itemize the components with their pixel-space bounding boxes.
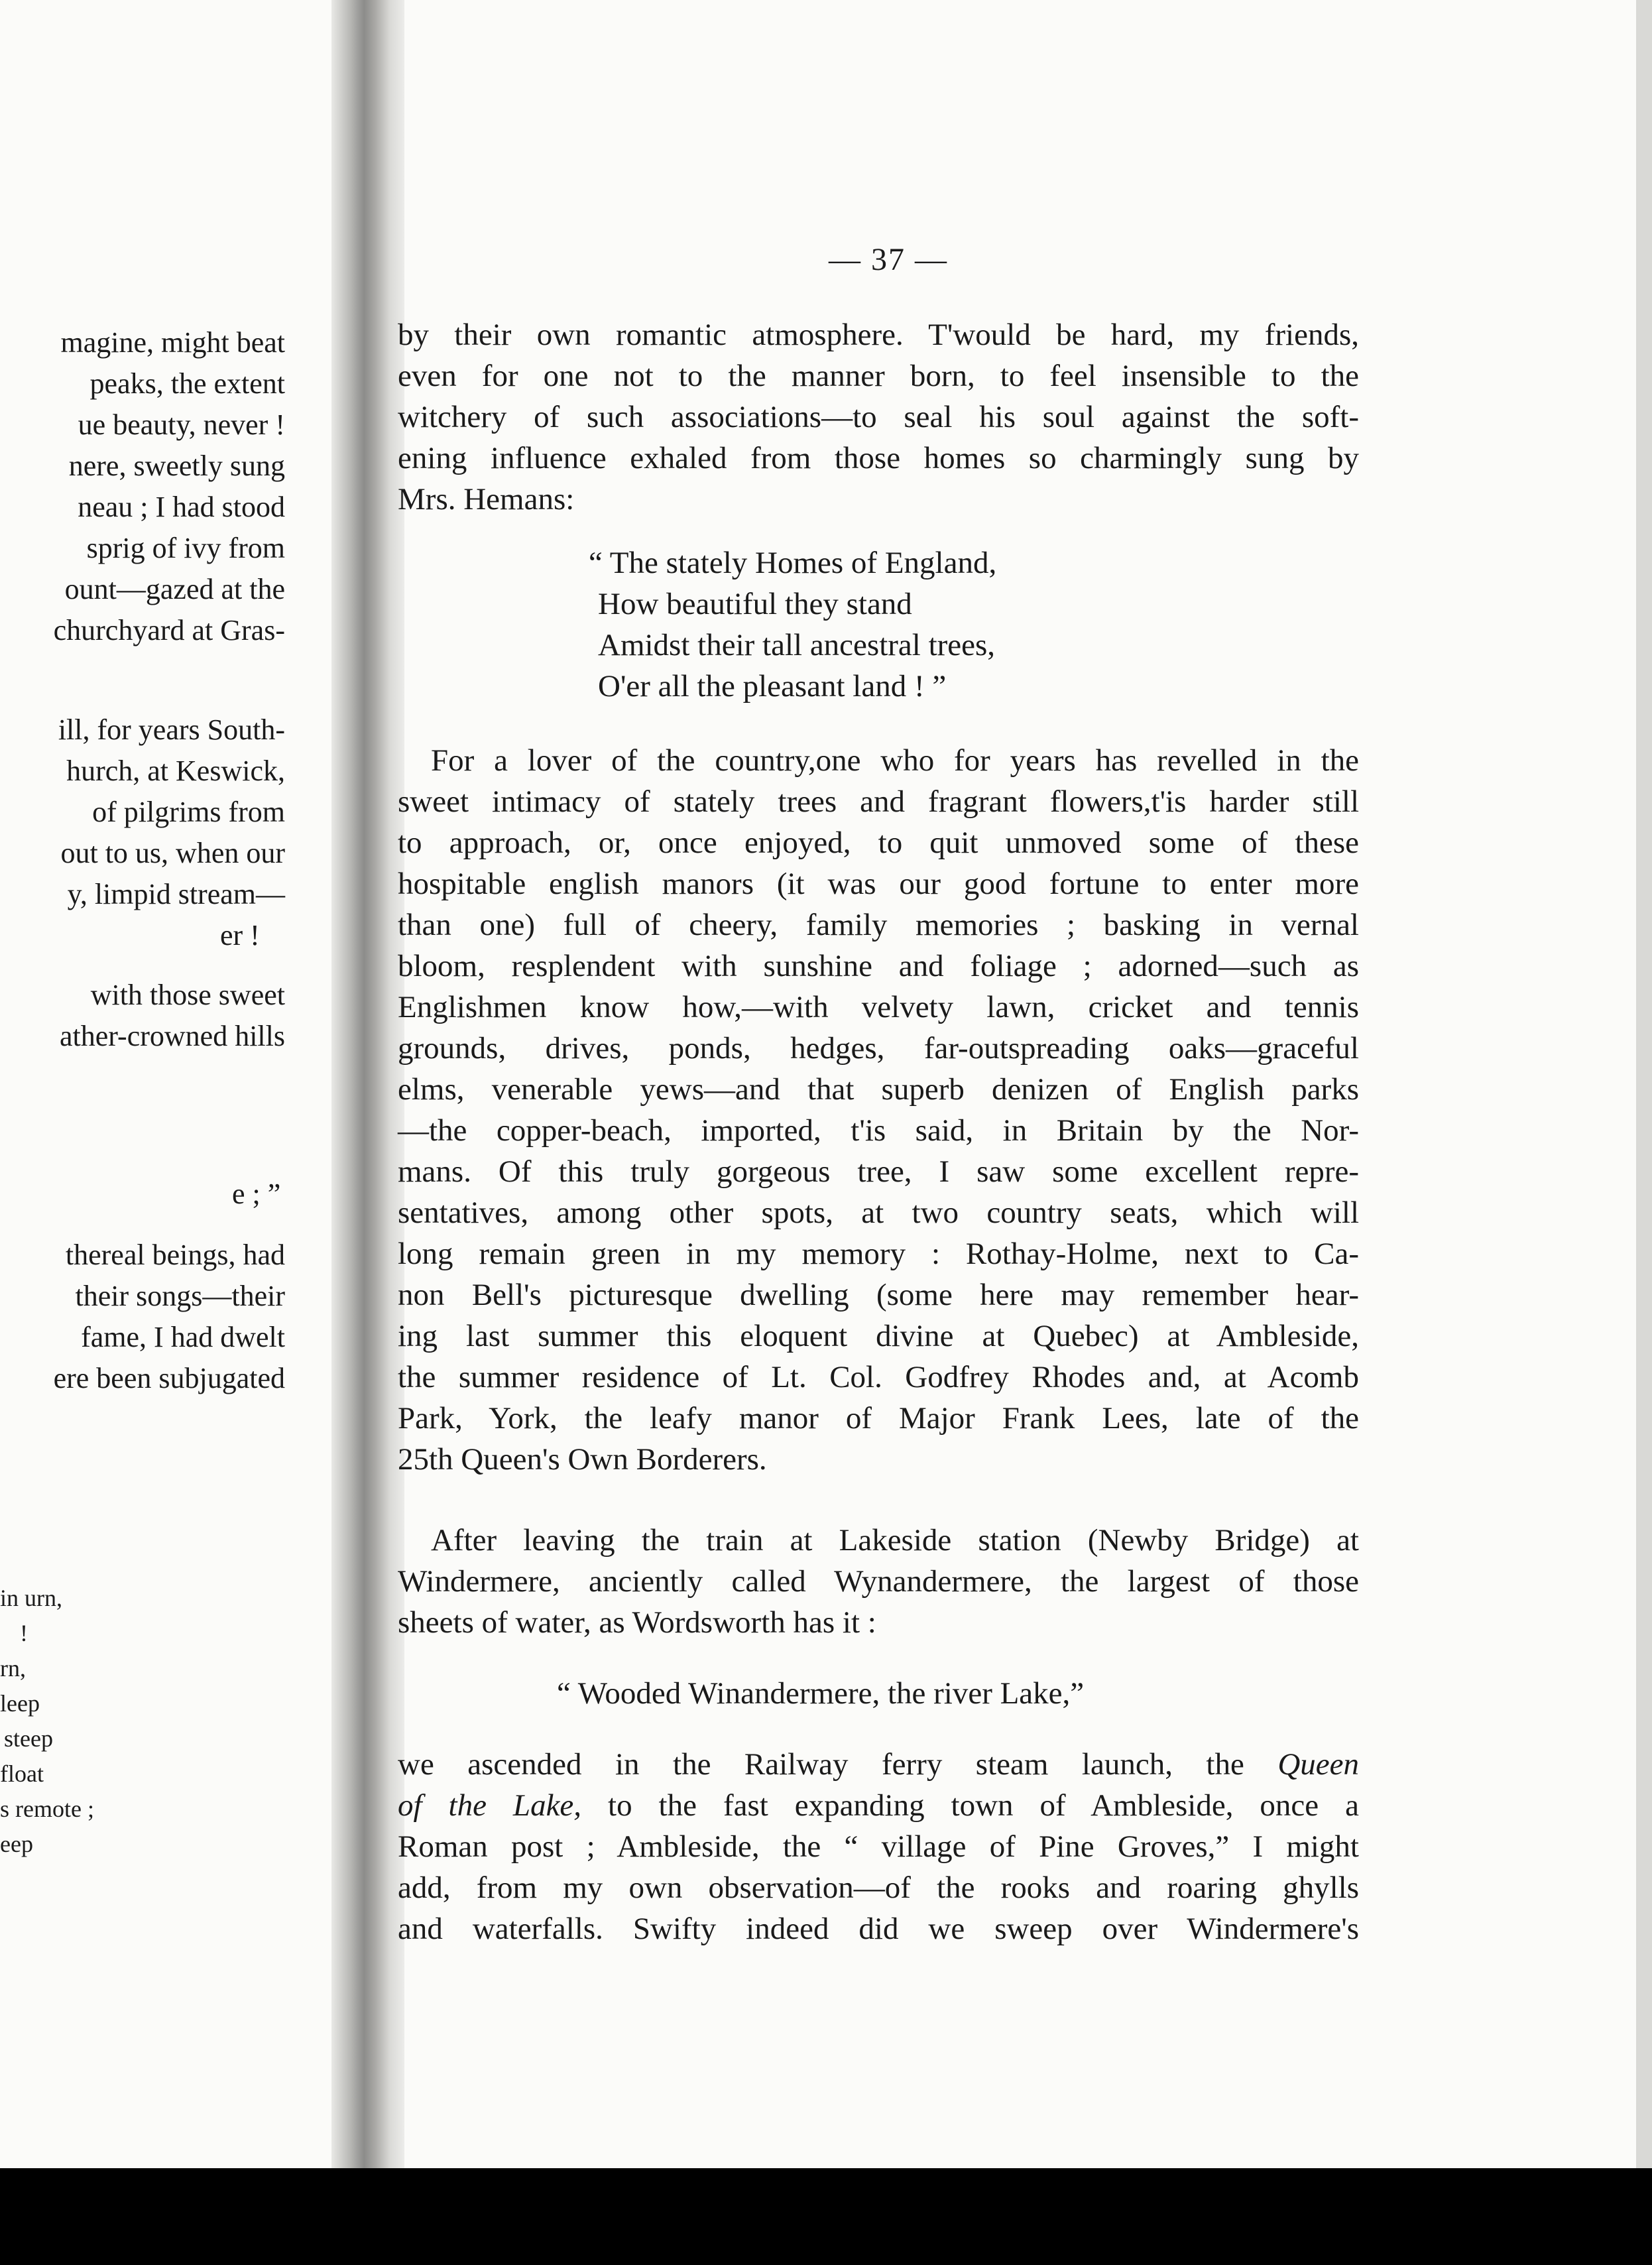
previous-page-text — [0, 322, 285, 1399]
text-line: elms, venerable yews—and that superb denizen of English parks — [398, 1072, 1359, 1107]
text-line: of pilgrims from — [92, 796, 285, 828]
paragraph-3 — [398, 1520, 1359, 1643]
ship-name: of the Lake, — [398, 1788, 582, 1823]
text-line: Englishmen know how,—with velvety lawn, cricket and tennis — [398, 990, 1359, 1024]
page-edge — [1636, 0, 1652, 2168]
verse-line: leep — [0, 1690, 40, 1717]
verse-block — [398, 542, 1359, 707]
text-line: long remain green in my memory : Rothay-Holme, next to Ca- — [398, 1237, 1359, 1271]
text-line: Roman post ; Ambleside, the “ village of Pine Groves,” I might — [398, 1829, 1359, 1864]
text-line: er ! — [220, 919, 260, 951]
page-body — [398, 314, 1359, 1949]
text-line: sentatives, among other spots, at two country seats, which will — [398, 1195, 1359, 1230]
verse-line: How beautiful they stand — [598, 587, 912, 621]
text-line: witchery of such associations—to seal his soul against the soft- — [398, 400, 1359, 434]
text-line: and waterfalls. Swifty indeed did we sweep over Windermere's — [398, 1912, 1359, 1946]
text-line: ount—gazed at the — [64, 573, 285, 605]
verse-line: in urn, — [0, 1585, 62, 1611]
text-line: hurch, at Keswick, — [66, 755, 285, 787]
text-line: Windermere, anciently called Wynandermere, the largest of those — [398, 1564, 1359, 1599]
previous-page-verse — [0, 1581, 133, 1862]
text-line: by their own romantic atmosphere. T'would be hard, my friends, — [398, 318, 1359, 352]
text-line: sheets of water, as Wordsworth has it : — [398, 1605, 876, 1640]
text-line: sprig of ivy from — [86, 532, 285, 564]
verse-line: rn, — [0, 1655, 26, 1682]
verse-line: Amidst their tall ancestral trees, — [598, 628, 996, 662]
text-line: Park, York, the leafy manor of Major Frank Lees, late of the — [398, 1401, 1359, 1436]
verse-line: float — [0, 1760, 44, 1787]
verse-line: steep — [4, 1725, 53, 1752]
text-line — [398, 1785, 1359, 1826]
text-line: ather-crowned hills — [60, 1020, 285, 1052]
text-line: the summer residence of Lt. Col. Godfrey Rhodes and, at Acomb — [398, 1360, 1359, 1394]
paragraph-4 — [398, 1744, 1359, 1949]
text-line: thereal beings, had — [65, 1239, 285, 1271]
verse-line: eep — [0, 1831, 33, 1857]
text-line: churchyard at Gras- — [53, 614, 285, 646]
text-line: After leaving the train at Lakeside station (Newby Bridge) at — [431, 1523, 1359, 1558]
text-run: we ascended in the Railway ferry steam launch, the — [398, 1747, 1278, 1782]
text-line: hospitable english manors (it was our good fortune to enter more — [398, 867, 1359, 901]
text-line: grounds, drives, ponds, hedges, far-outspreading oaks—graceful — [398, 1031, 1359, 1066]
text-line: fame, I had dwelt — [81, 1321, 285, 1353]
text-line: y, limpid stream— — [67, 878, 285, 910]
text-run: to the fast expanding town of Ambleside, once a — [581, 1788, 1359, 1823]
verse-line: “ The stately Homes of England, — [589, 546, 997, 580]
text-line: even for one not to the manner born, to feel insensible to the — [398, 359, 1359, 393]
verse-line: O'er all the pleasant land ! ” — [598, 669, 947, 704]
text-line: their songs—their — [75, 1280, 285, 1312]
book-gutter — [331, 0, 404, 2168]
text-line: Mrs. Hemans: — [398, 482, 575, 517]
text-line: sweet intimacy of stately trees and fragrant flowers,t'is harder still — [398, 784, 1359, 819]
paragraph-1 — [398, 314, 1359, 520]
quotation: “ Wooded Winandermere, the river Lake,” — [557, 1676, 1085, 1711]
ship-name: Queen — [1277, 1747, 1359, 1782]
text-line: add, from my own observation—of the rooks and roaring ghylls — [398, 1870, 1359, 1905]
text-line: peaks, the extent — [89, 367, 285, 400]
verse-line: ! — [20, 1620, 28, 1646]
text-line: ening influence exhaled from those homes so charmingly sung by — [398, 441, 1359, 475]
text-line: ill, for years South- — [58, 713, 285, 746]
text-line: ere been subjugated — [53, 1362, 285, 1394]
text-line — [398, 1744, 1359, 1785]
text-line: mans. Of this truly gorgeous tree, I saw some excellent repre- — [398, 1154, 1359, 1189]
text-line: e ; ” — [232, 1178, 281, 1210]
text-line: to approach, or, once enjoyed, to quit unmoved some of these — [398, 826, 1359, 860]
text-line: than one) full of cheery, family memories ; basking in vernal — [398, 908, 1359, 942]
text-line: For a lover of the country,one who for years has revelled in the — [431, 743, 1359, 778]
text-line: bloom, resplendent with sunshine and foliage ; adorned—such as — [398, 949, 1359, 983]
text-line: out to us, when our — [60, 837, 285, 869]
text-line: with those sweet — [90, 979, 285, 1011]
text-line: non Bell's picturesque dwelling (some here may remember hear- — [398, 1278, 1359, 1312]
text-line: neau ; I had stood — [78, 491, 285, 523]
text-line: ue beauty, never ! — [78, 408, 285, 441]
text-line: —the copper-beach, imported, t'is said, in Britain by the Nor- — [398, 1113, 1359, 1148]
page-number: — 37 — — [829, 242, 948, 277]
text-line: magine, might beat — [60, 326, 285, 359]
paragraph-2 — [398, 740, 1359, 1480]
text-line: 25th Queen's Own Borderers. — [398, 1442, 767, 1477]
text-line: nere, sweetly sung — [68, 450, 285, 482]
verse-line: s remote ; — [0, 1796, 94, 1822]
text-line: ing last summer this eloquent divine at Quebec) at Ambleside, — [398, 1319, 1359, 1353]
